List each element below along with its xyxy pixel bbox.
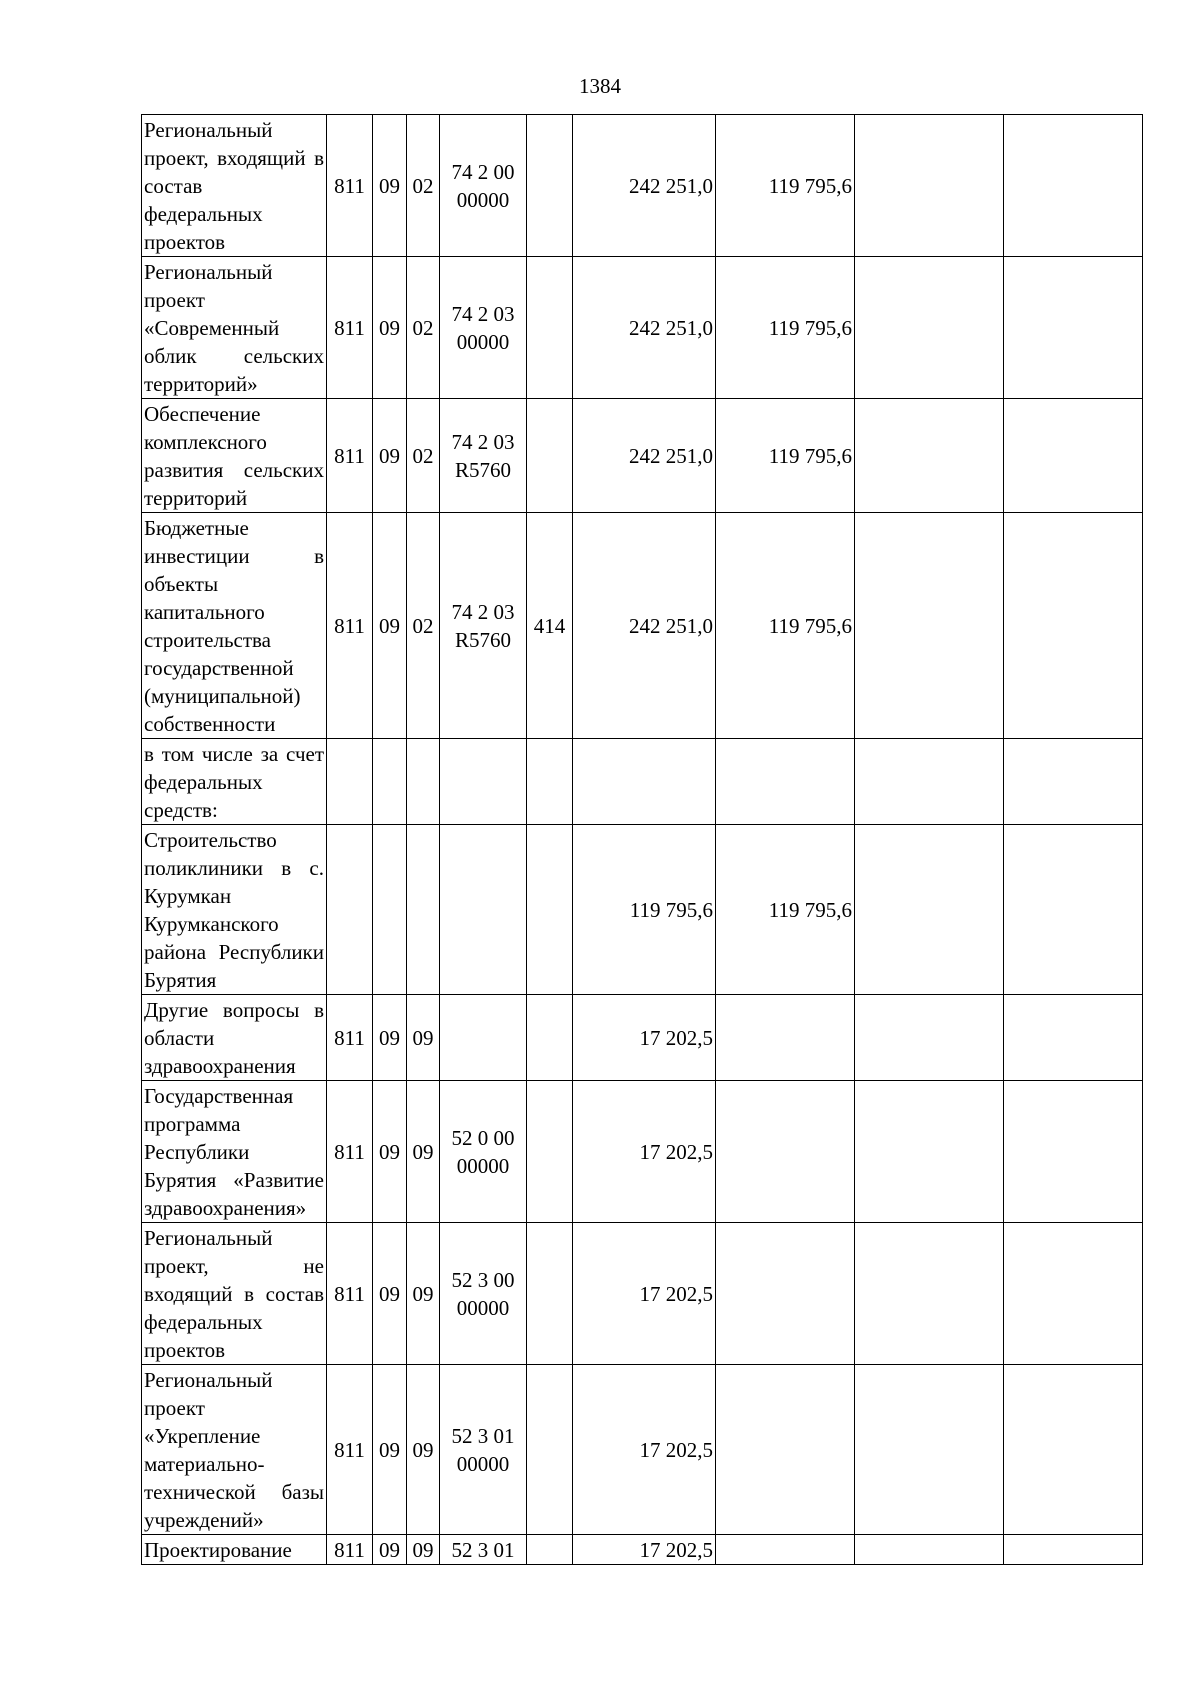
table-row: [142, 825, 1143, 995]
amount-2: [716, 1365, 855, 1535]
amount-4: [1004, 1365, 1143, 1535]
target-article-code: [440, 257, 527, 399]
amount-4: [1004, 399, 1143, 513]
expense-type-code: [527, 257, 573, 399]
grbs-code: [327, 739, 373, 825]
grbs-code: [327, 825, 373, 995]
target-article-part1: 52 3 01: [451, 1537, 515, 1562]
target-article-part1: 52 0 00: [451, 1125, 515, 1150]
section-code: 09: [373, 399, 407, 513]
amount-4: [1004, 1081, 1143, 1223]
amount-4: [1004, 739, 1143, 825]
row-name: Другие вопросы в области здравоохранения: [142, 995, 327, 1081]
target-article-part1: 74 2 03: [451, 599, 515, 624]
grbs-code: 811: [327, 1223, 373, 1365]
amount-1: 242 251,0: [573, 257, 716, 399]
section-code: 09: [373, 1223, 407, 1365]
section-code: 09: [373, 1535, 407, 1565]
section-code: [373, 825, 407, 995]
amount-2: 119 795,6: [716, 825, 855, 995]
table-row: [142, 115, 1143, 257]
subsection-code: 02: [407, 513, 440, 739]
expense-type-code: 414: [527, 513, 573, 739]
amount-2: [716, 1535, 855, 1565]
amount-4: [1004, 995, 1143, 1081]
table-row: [142, 257, 1143, 399]
expense-type-code: [527, 1365, 573, 1535]
subsection-code: 09: [407, 995, 440, 1081]
subsection-code: 09: [407, 1365, 440, 1535]
target-article-part2: R5760: [454, 457, 511, 482]
amount-2: 119 795,6: [716, 399, 855, 513]
row-name: Бюджетные инвестиции в объекты капитального строительства государственной (муниципальной) собственности: [142, 513, 327, 739]
amount-4: [1004, 825, 1143, 995]
target-article-code: [440, 1081, 527, 1223]
table-row: [142, 1223, 1143, 1365]
subsection-code: 02: [407, 399, 440, 513]
section-code: 09: [373, 513, 407, 739]
row-name: Региональный проект «Современный облик сельских территорий»: [142, 257, 327, 399]
target-article-code: [440, 399, 527, 513]
table-row: [142, 1081, 1143, 1223]
amount-3: [855, 257, 1004, 399]
subsection-code: 02: [407, 115, 440, 257]
target-article-part1: 74 2 03: [451, 429, 515, 454]
subsection-code: [407, 739, 440, 825]
amount-2: [716, 1081, 855, 1223]
target-article-part1: 74 2 03: [451, 301, 515, 326]
row-name: Региональный проект, входящий в состав федеральных проектов: [142, 115, 327, 257]
section-code: 09: [373, 1081, 407, 1223]
amount-2: [716, 739, 855, 825]
amount-3: [855, 1081, 1004, 1223]
row-name: Строительство поликлиники в с. Курумкан Курумканского района Республики Бурятия: [142, 825, 327, 995]
table-row: [142, 739, 1143, 825]
amount-3: [855, 1535, 1004, 1565]
section-code: [373, 739, 407, 825]
target-article-part1: 52 3 01: [451, 1423, 515, 1448]
amount-4: [1004, 1223, 1143, 1365]
amount-1: 17 202,5: [573, 995, 716, 1081]
target-article-part2: 00000: [456, 1153, 510, 1178]
target-article-code: [440, 1223, 527, 1365]
target-article-part2: 00000: [456, 1295, 510, 1320]
page-number: 1384: [579, 74, 621, 98]
subsection-code: 02: [407, 257, 440, 399]
amount-3: [855, 1365, 1004, 1535]
target-article-code: [440, 995, 527, 1081]
row-name: Обеспечение комплексного развития сельских территорий: [142, 399, 327, 513]
target-article-code: [440, 115, 527, 257]
grbs-code: 811: [327, 399, 373, 513]
amount-2: 119 795,6: [716, 115, 855, 257]
amount-3: [855, 825, 1004, 995]
grbs-code: 811: [327, 1081, 373, 1223]
section-code: 09: [373, 1365, 407, 1535]
expense-type-code: [527, 825, 573, 995]
amount-2: [716, 995, 855, 1081]
amount-1: 242 251,0: [573, 513, 716, 739]
subsection-code: [407, 825, 440, 995]
target-article-code: [440, 825, 527, 995]
amount-3: [855, 399, 1004, 513]
target-article-part2: 00000: [456, 329, 510, 354]
subsection-code: 09: [407, 1535, 440, 1565]
target-article-part2: 00000: [456, 1451, 510, 1476]
expense-type-code: [527, 739, 573, 825]
amount-2: [716, 1223, 855, 1365]
amount-1: 242 251,0: [573, 399, 716, 513]
grbs-code: 811: [327, 1535, 373, 1565]
grbs-code: 811: [327, 1365, 373, 1535]
expense-type-code: [527, 1535, 573, 1565]
table-row: [142, 513, 1143, 739]
amount-1: [573, 739, 716, 825]
amount-1: 242 251,0: [573, 115, 716, 257]
amount-4: [1004, 513, 1143, 739]
target-article-code: [440, 1535, 527, 1565]
amount-3: [855, 513, 1004, 739]
target-article-part1: 52 3 00: [451, 1267, 515, 1292]
section-code: 09: [373, 257, 407, 399]
grbs-code: 811: [327, 257, 373, 399]
amount-4: [1004, 1535, 1143, 1565]
amount-3: [855, 739, 1004, 825]
amount-1: 119 795,6: [573, 825, 716, 995]
budget-table: [141, 114, 1143, 1565]
grbs-code: 811: [327, 995, 373, 1081]
amount-1: 17 202,5: [573, 1081, 716, 1223]
subsection-code: 09: [407, 1081, 440, 1223]
section-code: 09: [373, 995, 407, 1081]
target-article-part2: 00000: [456, 187, 510, 212]
amount-1: 17 202,5: [573, 1365, 716, 1535]
target-article-part2: R5760: [454, 627, 511, 652]
expense-type-code: [527, 995, 573, 1081]
table-row: [142, 1535, 1143, 1565]
subsection-code: 09: [407, 1223, 440, 1365]
amount-3: [855, 115, 1004, 257]
amount-4: [1004, 115, 1143, 257]
target-article-code: [440, 739, 527, 825]
target-article-part1: 74 2 00: [451, 159, 515, 184]
row-name: Региональный проект «Укрепление материально-технической базы учреждений»: [142, 1365, 327, 1535]
row-name: Государственная программа Республики Бурятия «Развитие здравоохранения»: [142, 1081, 327, 1223]
row-name: Региональный проект, не входящий в состав федеральных проектов: [142, 1223, 327, 1365]
expense-type-code: [527, 1223, 573, 1365]
table-row: [142, 399, 1143, 513]
grbs-code: 811: [327, 513, 373, 739]
row-name: в том числе за счет федеральных средств:: [142, 739, 327, 825]
amount-2: 119 795,6: [716, 257, 855, 399]
expense-type-code: [527, 1081, 573, 1223]
amount-2: 119 795,6: [716, 513, 855, 739]
amount-3: [855, 1223, 1004, 1365]
target-article-code: [440, 513, 527, 739]
grbs-code: 811: [327, 115, 373, 257]
table-row: [142, 1365, 1143, 1535]
amount-4: [1004, 257, 1143, 399]
expense-type-code: [527, 399, 573, 513]
section-code: 09: [373, 115, 407, 257]
amount-1: 17 202,5: [573, 1223, 716, 1365]
amount-3: [855, 995, 1004, 1081]
expense-type-code: [527, 115, 573, 257]
table-row: [142, 995, 1143, 1081]
target-article-code: [440, 1365, 527, 1535]
row-name: Проектирование: [142, 1535, 327, 1565]
amount-1: 17 202,5: [573, 1535, 716, 1565]
